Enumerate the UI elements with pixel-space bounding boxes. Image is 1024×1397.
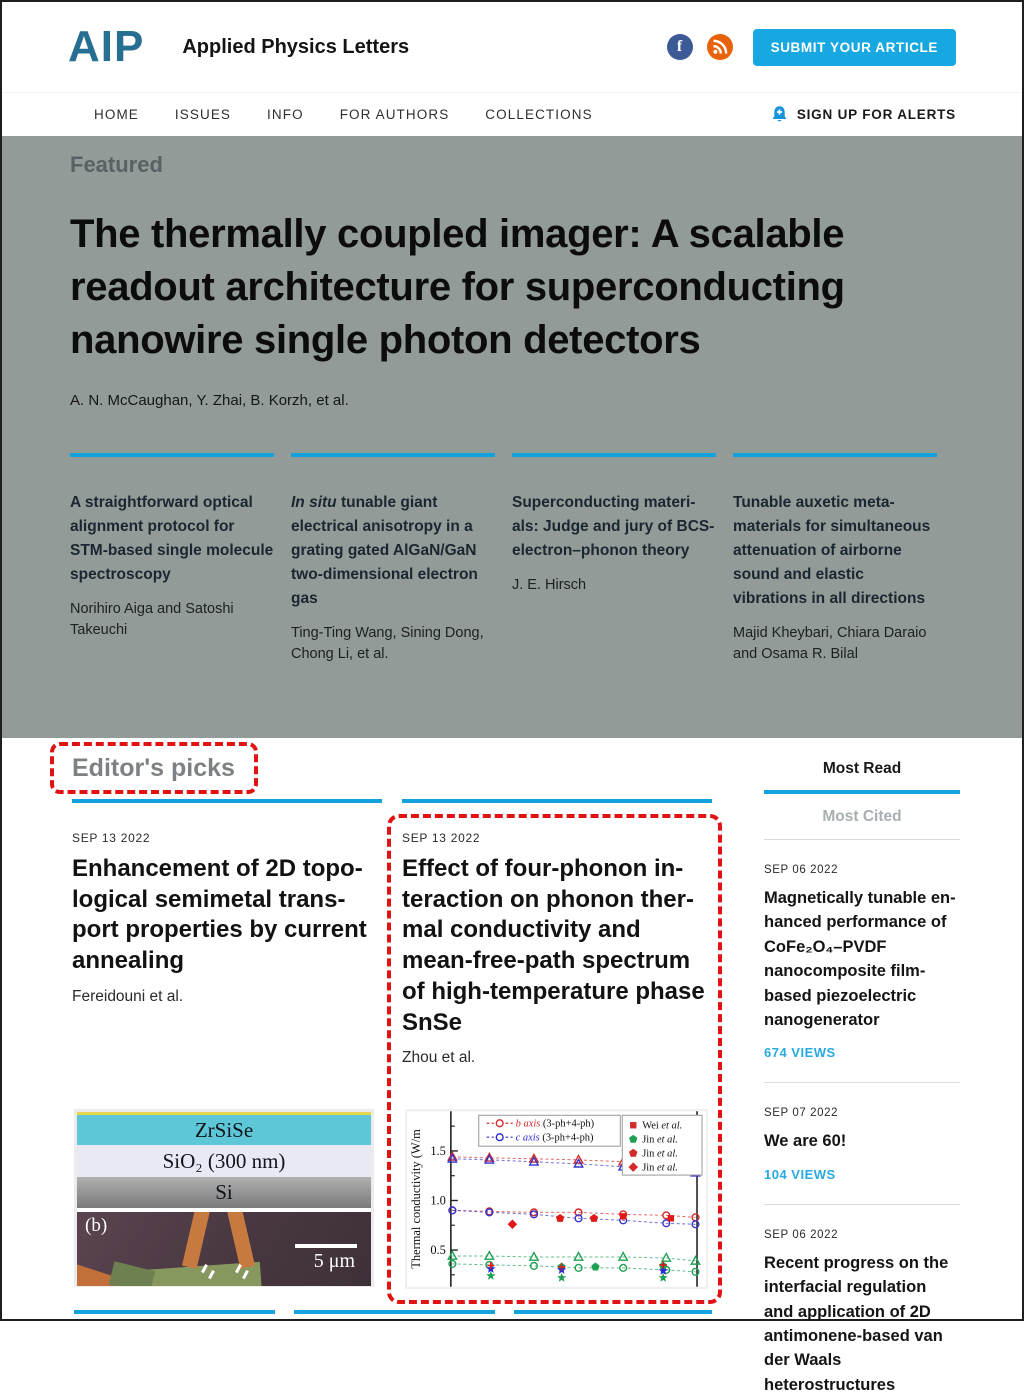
featured-card-4[interactable] [733, 453, 937, 667]
submit-article-button[interactable]: SUBMIT YOUR ARTICLE [753, 29, 956, 66]
svg-text:c axis (3-ph+4-ph): c axis (3-ph+4-ph) [515, 1132, 594, 1144]
most-read-item-1 [764, 840, 960, 1083]
svg-text:0.5: 0.5 [430, 1243, 446, 1258]
micrograph-panel [77, 1212, 371, 1286]
article-title[interactable]: Effect of four-phonon interaction on phonon thermal conductivity and mean-free-path spectrum of high-temperature phase SnSe [402, 855, 705, 1036]
article-authors: Zhou et al. [402, 1049, 476, 1067]
svg-text:1.5: 1.5 [430, 1143, 446, 1158]
featured-kicker: Featured [70, 152, 163, 177]
nav-item-collections[interactable]: COLLECTIONS [485, 107, 593, 122]
article-date: SEP 13 2022 [72, 831, 151, 845]
article-title[interactable]: Enhancement of 2D topological semimetal transport properties by current annealing [72, 855, 367, 975]
featured-hero [2, 136, 1022, 738]
views-link[interactable]: 674 VIEWS [764, 1045, 836, 1061]
featured-cards-row [70, 453, 1022, 667]
next-row-accent-line [294, 1310, 495, 1314]
card-accent-line [72, 799, 382, 803]
featured-card-2[interactable]: In situ tunable giant electrical anisotropy in a grating gated AlGaN/GaN two-dimensional electron gas Ting-Ting Wang, Sining Dong, Chong Li, et al. [291, 453, 495, 667]
card-title: tunable giant electrical anisotropy in a grating gated AlGaN/GaN two-dimensional electron gas [291, 493, 478, 607]
tab-most-cited[interactable]: Most Cited [764, 794, 960, 840]
article-authors: Fereidouni et al. [72, 987, 184, 1005]
next-row-accent-line [514, 1310, 712, 1314]
card-authors: Norihiro Aiga and Satoshi Takeuchi [70, 600, 234, 639]
scale-bar-label: 5 μm [313, 1250, 355, 1272]
nav-item-issues[interactable]: ISSUES [174, 107, 232, 122]
aip-logo[interactable]: AIP [68, 22, 145, 71]
sio2-layer-label: SiO₂ (300 nm) [77, 1145, 371, 1177]
card-authors: J. E. Hirsch [512, 576, 587, 593]
site-header [2, 2, 1022, 92]
most-read-item-3 [764, 1205, 960, 1397]
article-title[interactable]: Magnetically tunable enhanced performance of CoFe₂O₄–PVDF nanocomposite film-based piezoelectric nanogenerator [764, 889, 956, 1030]
zrsise-figure-thumbnail[interactable] [74, 1109, 374, 1287]
svg-text:Wei et al.: Wei et al. [642, 1120, 683, 1132]
editors-picks-heading: Editor's picks [72, 754, 235, 782]
nav-item-for-authors[interactable]: FOR AUTHORS [339, 107, 450, 122]
editors-pick-card-2[interactable] [402, 799, 712, 1067]
next-row-accent-line [74, 1310, 275, 1314]
svg-text:b axis (3-ph+4-ph): b axis (3-ph+4-ph) [515, 1118, 595, 1130]
snse-chart-thumbnail[interactable] [405, 1109, 708, 1289]
article-date: SEP 07 2022 [764, 1107, 839, 1120]
main-content [2, 738, 1022, 1394]
card-title: Superconducting materials: Judge and jury of BCS-electron–phonon theory [512, 493, 715, 559]
snse-chart-svg [407, 1111, 706, 1287]
editors-pick-card-1[interactable] [72, 799, 382, 1006]
electrode [182, 1212, 211, 1269]
featured-card-1[interactable] [70, 453, 274, 667]
si-layer-label: Si [77, 1177, 371, 1208]
card-authors: Ting-Ting Wang, Sining Dong, Chong Li, et al. [291, 624, 484, 663]
panel-b-label: (b) [85, 1215, 108, 1236]
svg-text:Jin et al.: Jin et al. [642, 1134, 678, 1146]
electrode [226, 1212, 255, 1269]
alerts-label: SIGN UP FOR ALERTS [796, 107, 956, 122]
nav-item-info[interactable]: INFO [267, 107, 304, 122]
scale-bar [295, 1244, 357, 1248]
article-date: SEP 13 2022 [402, 831, 481, 845]
journal-title: Applied Physics Letters [182, 35, 410, 58]
card-title: Tunable auxetic metamaterials for simultaneous attenuation of airborne sound and elastic vibrations in all directions [733, 493, 931, 607]
featured-card-3[interactable] [512, 453, 716, 667]
main-nav [2, 92, 1022, 136]
svg-text:1.0: 1.0 [430, 1193, 446, 1208]
svg-text:Thermal conductivity (W/m: Thermal conductivity (W/m [408, 1129, 423, 1269]
tab-most-read[interactable]: Most Read [764, 760, 960, 794]
nav-item-home[interactable]: HOME [94, 107, 139, 122]
svg-text:Jin et al.: Jin et al. [642, 1148, 678, 1160]
svg-text:Jin et al.: Jin et al. [642, 1162, 678, 1174]
sign-up-for-alerts[interactable] [770, 105, 956, 124]
featured-article-title[interactable]: The thermally coupled imager: A scalable readout architecture for superconducting nanowire single photon detectors [70, 212, 845, 363]
zrsise-layer-label: ZrSiSe [77, 1115, 371, 1145]
featured-article-authors: A. N. McCaughan, Y. Zhai, B. Korzh, et al. [70, 391, 349, 409]
most-read-widget [764, 760, 960, 1397]
article-date: SEP 06 2022 [764, 1228, 839, 1241]
views-link[interactable]: 104 VIEWS [764, 1166, 836, 1182]
article-title[interactable]: Recent progress on the interfacial regulation and application of 2D antimonene-based van der Waals heterostructures [764, 1253, 949, 1394]
article-title[interactable]: We are 60! [764, 1132, 847, 1151]
card-accent-line [402, 799, 712, 803]
article-date: SEP 06 2022 [764, 864, 839, 876]
most-read-item-2 [764, 1083, 960, 1204]
card-authors: Majid Kheybari, Chiara Daraio and Osama R. Bilal [733, 624, 927, 663]
facebook-icon[interactable]: f [667, 34, 693, 60]
bell-plus-icon [770, 105, 789, 124]
rss-icon[interactable] [707, 34, 733, 60]
card-title: A straightforward optical alignment protocol for STM-based single molecule spectroscopy [70, 493, 274, 583]
sample-flake [109, 1261, 156, 1286]
